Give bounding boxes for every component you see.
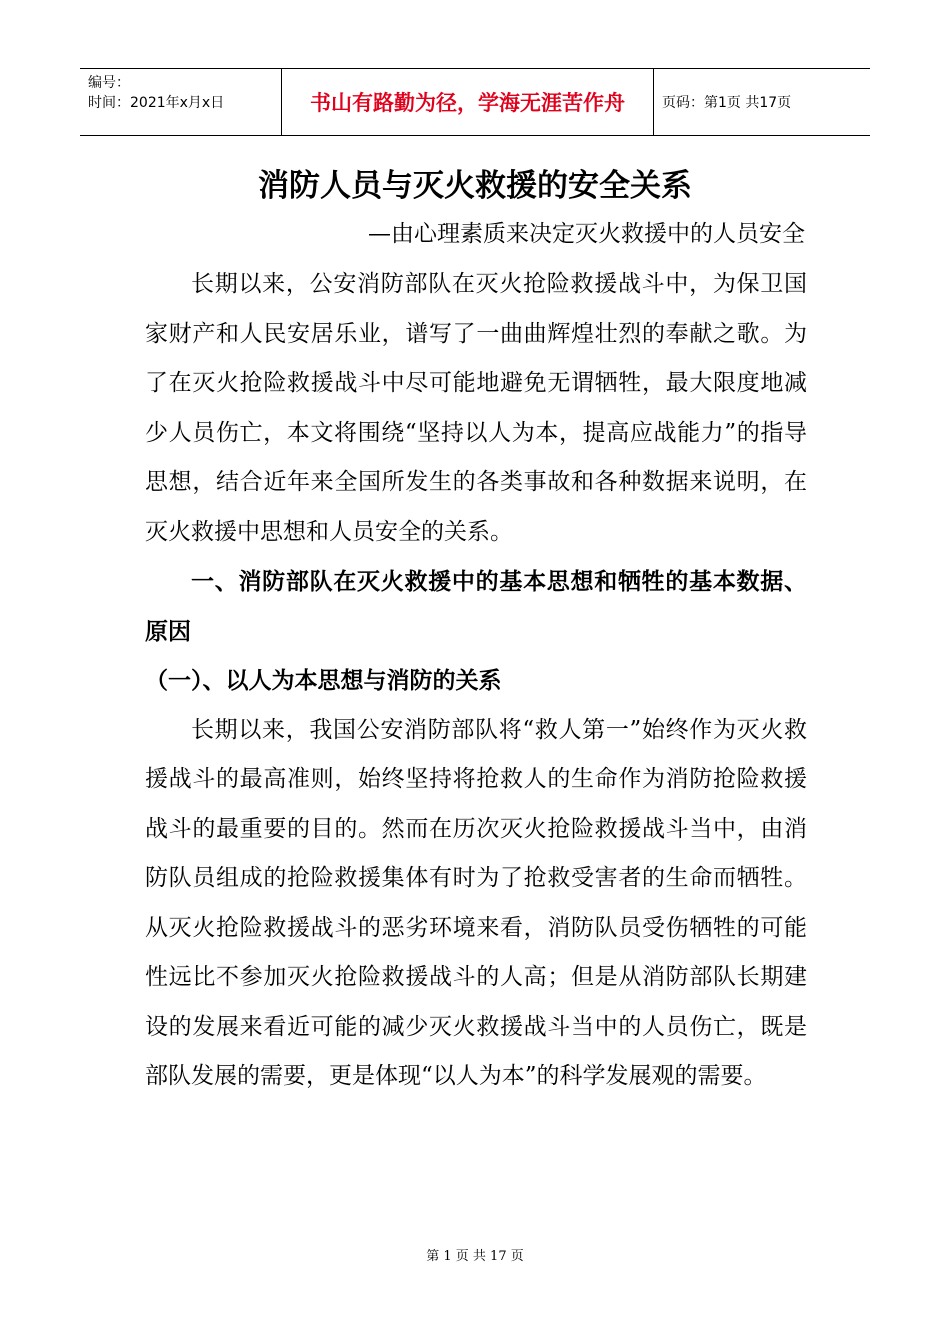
document-title: 消防人员与灭火救援的安全关系 [258, 168, 692, 204]
motto-text: 书山有路勤为径，学海无涯苦作舟 [310, 91, 625, 115]
time-label: 时间：2021年x月x日 [88, 95, 225, 111]
number-label: 编号： [88, 75, 130, 91]
header-motto-cell [282, 69, 654, 135]
page-info: 页码：第1页 共17页 [662, 95, 792, 111]
paragraph-body: 长期以来，我国公安消防部队将“救人第一”始终作为灭火救援战斗的最高准则，始终坚持将抢救人的生命作为消防抢险救援战斗的最重要的目的。然而在历次灭火抢险救援战斗当中，由消防队员组成的抢险救援集体有时为了抢救受害者的生命而牺牲。从灭火抢险救援战斗的恶劣环境来看，消防队员受伤牺牲的可能性远比不参加灭火抢险救援战斗的人高；但是从消防部队长期建设的发展来看近可能的减少灭火救援战斗当中的人员伤亡，既是部队发展的需要，更是体现“以人为本”的科学发展观的需要。 [145, 716, 807, 1089]
header-table [80, 68, 870, 136]
subsection-heading: （一）、以人为本思想与消防的关系 [145, 667, 502, 694]
section-heading: 一、消防部队在灭火救援中的基本思想和牺牲的基本数据、原因 [145, 568, 807, 645]
paragraph-intro: 长期以来，公安消防部队在灭火抢险救援战斗中，为保卫国家财产和人民安居乐业，谱写了一曲曲辉煌壮烈的奉献之歌。为了在灭火抢险救援战斗中尽可能地避免无谓牺牲，最大限度地减少人员伤亡，本文将围绕“坚持以人为本，提高应战能力”的指导思想，结合近年来全国所发生的各类事故和各种数据来说明，在灭火救援中思想和人员安全的关系。 [145, 271, 807, 545]
document-body [145, 260, 807, 1102]
header-meta-cell [80, 69, 282, 135]
page-footer: 第 1 页 共 17 页 [426, 1249, 524, 1264]
header-page-cell [654, 69, 870, 135]
document-subtitle: —由心理素质来决定灭火救援中的人员安全 [368, 221, 805, 247]
